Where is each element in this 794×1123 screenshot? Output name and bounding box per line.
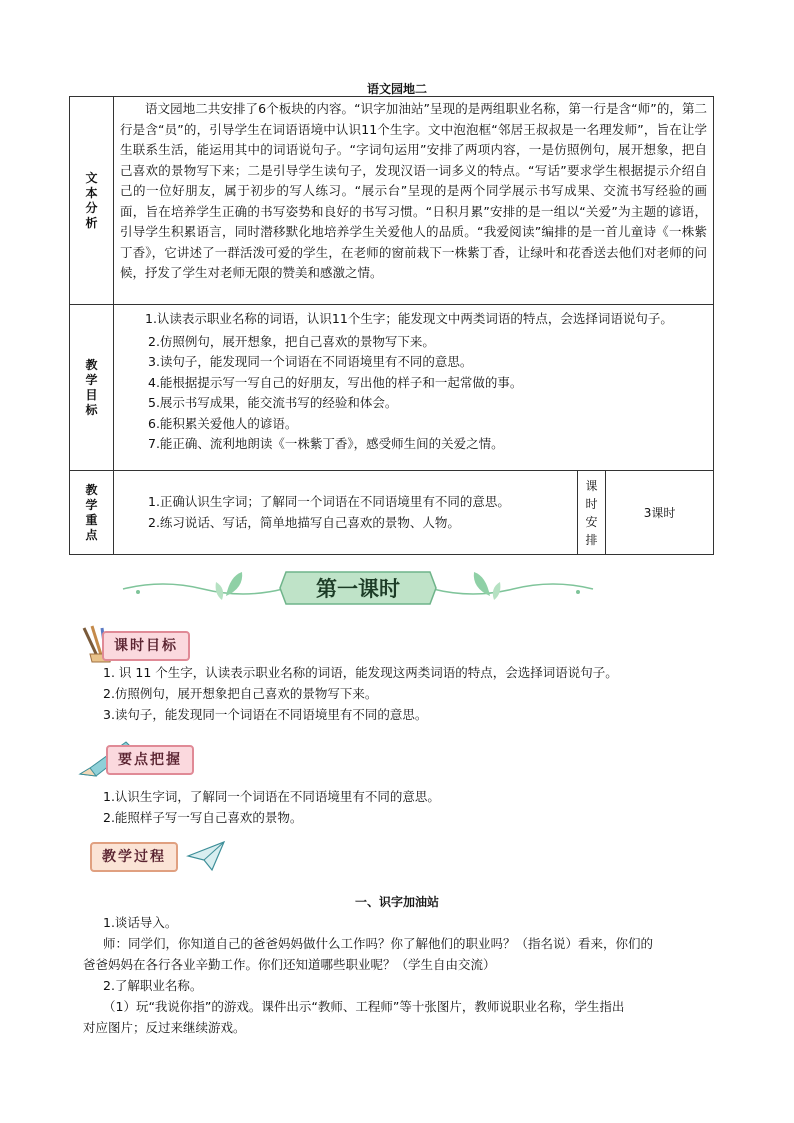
- goal-item: 4.能根据提示写一写自己的好朋友，写出他的样子和一起常做的事。: [148, 374, 523, 390]
- table-row-text-analysis: [70, 97, 714, 305]
- process-line: 1.谈话导入。: [103, 915, 178, 930]
- key-points-cell: [114, 471, 578, 555]
- lesson-goal-item: 3.读句子，能发现同一个词语在不同语境里有不同的意思。: [103, 707, 428, 722]
- label-teaching-goals: [70, 305, 114, 471]
- lesson-goal-item: 1. 识 11 个生字，认读表示职业名称的词语，能发现这两类词语的特点，会选择词语说句子。: [103, 665, 618, 680]
- goal-item: 7.能正确、流利地朗读《一株紫丁香》，感受师生间的关爱之情。: [148, 436, 504, 451]
- label-char: 点: [85, 527, 98, 542]
- label-char: 教: [85, 357, 98, 372]
- label-char: 课: [585, 478, 598, 493]
- lesson-banner: [118, 566, 598, 610]
- vine-dot-decoration: [136, 590, 140, 594]
- label-teaching-key-points: [70, 471, 114, 555]
- section-header-keys: [76, 738, 236, 778]
- leaf-icon: [474, 572, 490, 596]
- goal-item: 1.认读表示职业名称的词语，认识11个生字；能发现文中两类词语的特点，会选择词语说句子。: [145, 311, 673, 326]
- label-char: 标: [85, 402, 98, 417]
- leaf-icon: [493, 582, 501, 600]
- key-point-item: 2.练习说话、写话，简单地描写自己喜欢的景物、人物。: [148, 514, 460, 530]
- process-line: 师：同学们，你知道自己的爸爸妈妈做什么工作吗？你了解他们的职业吗？（指名说）看来，你们的: [103, 936, 654, 951]
- goal-item: 5.展示书写成果，能交流书写的经验和体会。: [148, 395, 398, 410]
- section-header-goals: [76, 624, 236, 664]
- vine-right-decoration: [433, 584, 593, 594]
- text-analysis-cell: [114, 97, 714, 305]
- label-char: 排: [585, 532, 598, 547]
- process-line: 爸爸妈妈在各行各业辛勤工作。你们还知道哪些职业呢？（学生自由交流）: [83, 957, 496, 972]
- label-schedule: [578, 471, 606, 555]
- page-title: 语文园地二: [366, 82, 427, 96]
- table-row-teaching-goals: [70, 305, 714, 471]
- label-char: 学: [85, 497, 98, 512]
- label-char: 重: [85, 512, 98, 527]
- banner-title: 第一课时: [316, 577, 400, 601]
- vine-left-decoration: [123, 584, 283, 594]
- label-char: 目: [85, 387, 98, 402]
- lesson-goal-item: 2.仿照例句，展开想象把自己喜欢的景物写下来。: [103, 686, 378, 701]
- process-heading: 一、识字加油站: [354, 895, 439, 909]
- schedule-value: 3课时: [606, 471, 714, 555]
- lesson-plan-table: [69, 96, 714, 555]
- leaf-icon: [216, 582, 224, 600]
- label-char: 分: [85, 200, 98, 215]
- key-point-item: 1.正确认识生字词；了解同一个词语在不同语境里有不同的意思。: [148, 494, 510, 509]
- section-tag-process: 教学过程: [90, 842, 178, 872]
- label-char: 析: [85, 215, 98, 230]
- goal-item: 2.仿照例句，展开想象，把自己喜欢的景物写下来。: [148, 333, 435, 349]
- leaf-icon: [226, 572, 242, 596]
- section-header-process: [76, 832, 236, 872]
- label-char: 文: [85, 170, 98, 185]
- key-item: 1.认识生字词，了解同一个词语在不同语境里有不同的意思。: [103, 789, 440, 804]
- process-line: 对应图片；反过来继续游戏。: [83, 1020, 246, 1035]
- section-tag-keys: 要点把握: [106, 745, 194, 775]
- label-char: 本: [85, 185, 98, 200]
- text-analysis-paragraph: 语文园地二共安排了6个板块的内容。“识字加油站”呈现的是两组职业名称，第一行是含“师”的，第二行是含“员”的，引导学生在词语语境中认识11个生字。文中泡泡框“邻居王叔叔是一名理发师”，旨在让学生联系生活，能运用其中的词语说句子。“字词句运用”安排了两项内容，一是仿照例句，展开想象，把自己喜欢的景物写下来；二是引导学生读句子，发现汉语一词多义的特点。“写话”要求学生根据提示介绍自己的一位好朋友，属于初步的写人练习。“展示台”呈现的是两个同学展示书写成果、交流书写经验的画面，旨在培养学生正确的书写姿势和良好的书写习惯。“日积月累”安排的是一组以“关爱”为主题的谚语，引导学生积累语言，同时潜移默化地培养学生关爱他人的品质。“我爱阅读”编排的是一首儿童诗《一株紫丁香》，它讲述了一群活泼可爱的学生，在老师的窗前栽下一株紫丁香，让绿叶和花香送去他们对老师的问候，抒发了学生对老师无限的赞美和感激之情。: [120, 101, 708, 280]
- table-row-teaching-key-points: [70, 471, 714, 555]
- goal-item: 3.读句子，能发现同一个词语在不同语境里有不同的意思。: [148, 354, 473, 369]
- label-char: 教: [85, 482, 98, 497]
- vine-dot-decoration: [576, 590, 580, 594]
- teaching-goals-cell: [114, 305, 714, 471]
- label-char: 学: [85, 372, 98, 387]
- paper-plane-icon: [186, 838, 226, 874]
- process-line: （1）玩“我说你指”的游戏。课件出示“教师、工程师”等十张图片，教师说职业名称，学生指出: [103, 999, 625, 1014]
- label-char: 时: [585, 496, 598, 511]
- goal-item: 6.能积累关爱他人的谚语。: [148, 415, 298, 431]
- label-text-analysis: [70, 97, 114, 305]
- section-tag-goals: 课时目标: [102, 631, 190, 661]
- label-char: 安: [585, 514, 598, 529]
- key-item: 2.能照样子写一写自己喜欢的景物。: [103, 810, 303, 825]
- process-line: 2.了解职业名称。: [103, 978, 203, 993]
